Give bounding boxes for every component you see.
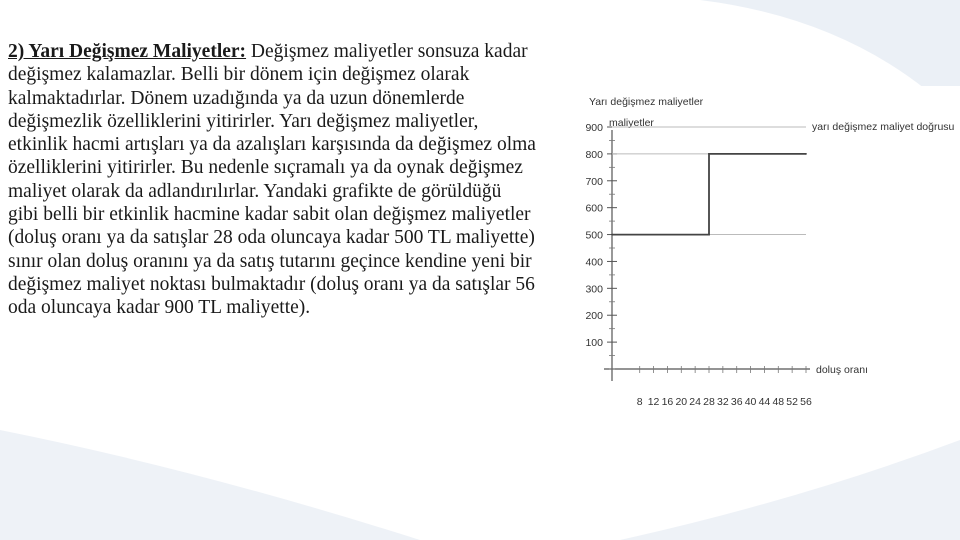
y-tick-label: 700 <box>585 175 603 188</box>
x-tick-label: 8 <box>636 396 643 408</box>
y-tick-label: 900 <box>585 122 603 134</box>
x-tick-label: 44 <box>758 396 771 408</box>
slide-heading: 2) Yarı Değişmez Maliyetler: <box>8 41 247 62</box>
slide-paragraph: Değişmez maliyetler sonsuza kadar değişmez kalamazlar. Belli bir dönem için değişmez olarak kalmaktadırlar. Dönem uzadığında ya da uzun dönemlerde değişmezlik özelliklerini yitirirler. Yarı değişmez maliyetler, etkinlik hacmi artışları ya da azalışları karşısında da değişmez olma özelliklerini yitirirler. Bu nedenle sıçramalı ya da oynak değişmez maliyet olarak da adlandırılırlar. Yandaki grafikte de görüldüğü gibi belli bir etkinlik hacmine kadar sabit olan değişmez maliyetler (doluş oranı ya da satışlar 28 oda oluncaya kadar 500 TL maliyette) sınır olan doluş oranını ya da satış tutarını geçince kendine yeni bir değişmez maliyet noktası bulmaktadır (doluş oranı ya da satışlar 56 oda oluncaya kadar 900 TL maliyette). <box>8 41 536 319</box>
series-point <box>805 153 807 155</box>
y-tick-label: 600 <box>585 202 603 215</box>
y-tick-label: 800 <box>585 148 603 161</box>
bottom-right-swoosh <box>620 440 960 540</box>
chart-svg <box>565 86 960 418</box>
bottom-left-swoosh <box>0 430 420 540</box>
chart-title: Yarı değişmez maliyetler <box>589 96 704 108</box>
x-tick-label: 56 <box>800 396 812 408</box>
x-tick-label: 48 <box>772 396 785 408</box>
y-axis-sub-label: maliyetler <box>609 117 654 129</box>
semi-fixed-cost-chart <box>565 86 960 418</box>
x-tick-label: 52 <box>786 396 798 408</box>
y-tick-label: 300 <box>585 283 603 296</box>
series-point <box>611 234 613 236</box>
y-tick-label: 100 <box>585 337 603 350</box>
series-point <box>708 153 710 155</box>
x-tick-label: 28 <box>703 396 715 408</box>
x-tick-label: 24 <box>689 396 701 408</box>
x-tick-label: 12 <box>647 396 660 408</box>
x-tick-label: 20 <box>675 396 688 408</box>
y-tick-label: 400 <box>585 256 603 269</box>
slide-body-text <box>8 40 536 320</box>
x-tick-label: 16 <box>661 396 674 408</box>
x-tick-label: 32 <box>717 396 729 408</box>
x-tick-label: 36 <box>730 396 743 408</box>
line-annotation: yarı değişmez maliyet doğrusu <box>812 121 955 133</box>
series-line <box>612 154 806 235</box>
x-axis-label: doluş oranı <box>816 364 868 376</box>
series-point <box>708 234 710 236</box>
chart-layer <box>585 121 954 408</box>
y-tick-label: 200 <box>585 310 603 323</box>
x-tick-label: 40 <box>744 396 757 408</box>
y-tick-label: 500 <box>585 229 603 242</box>
